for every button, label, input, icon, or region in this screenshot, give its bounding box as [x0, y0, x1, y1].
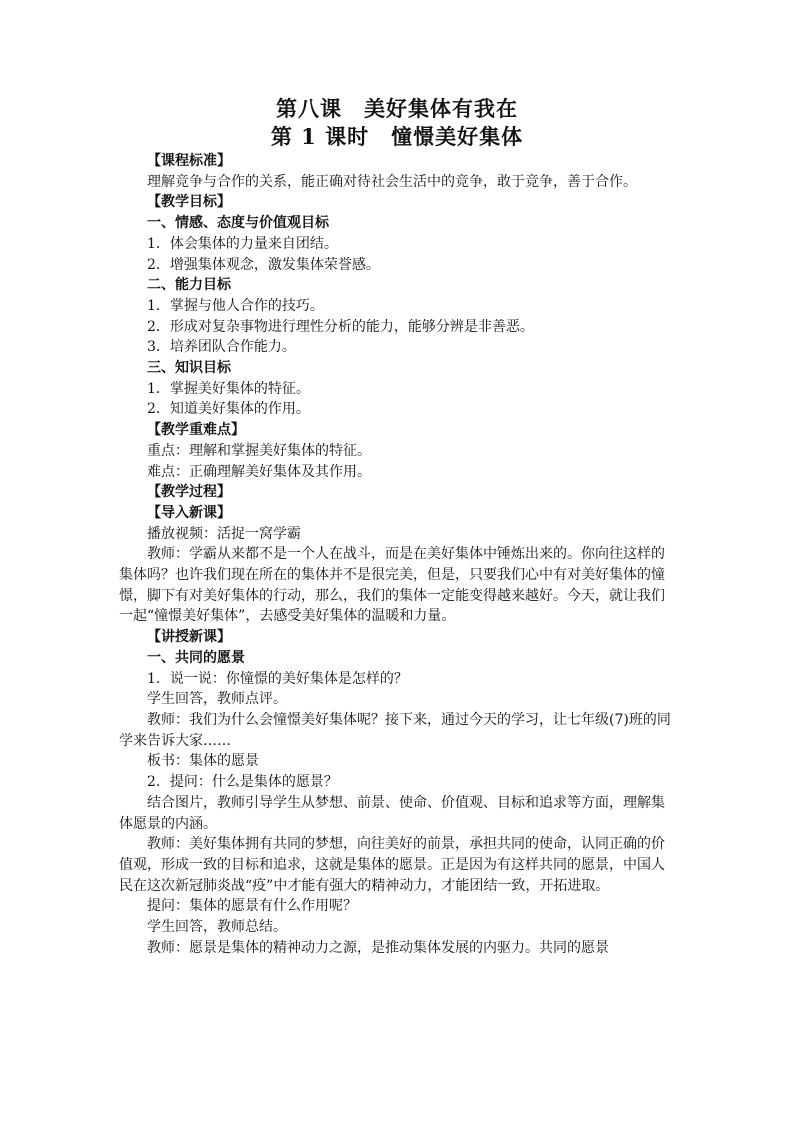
paragraph: 教师：我们为什么会憧憬美好集体呢？接下来，通过今天的学习，让七年级(7)班的同学来告诉大家……	[119, 711, 671, 749]
paragraph: 1．体会集体的力量来自团结。	[147, 235, 338, 252]
section-heading: 【导入新课】	[147, 504, 231, 521]
section-heading: 【讲授新课】	[147, 629, 231, 646]
paragraph: 学生回答，教师总结。	[147, 919, 287, 936]
paragraph: 2．知道美好集体的作用。	[147, 401, 310, 418]
paragraph: 理解竞争与合作的关系，能正确对待社会生活中的竞争，敢于竞争，善于合作。	[147, 173, 637, 190]
paragraph: 3．培养团队合作能力。	[147, 339, 296, 356]
paragraph: 2．提问：什么是集体的愿景？	[147, 774, 338, 791]
paragraph: 播放视频：活捉一窝学霸	[147, 525, 301, 542]
section-heading: 一、情感、态度与价值观目标	[147, 215, 329, 232]
paragraph: 结合图片，教师引导学生从梦想、前景、使命、价值观、目标和追求等方面，理解集体愿景的内涵。	[119, 794, 665, 832]
section-heading: 一、共同的愿景	[147, 649, 245, 666]
lesson-subtitle: 第 1 课时 憧憬美好集体	[270, 124, 524, 149]
lesson-title: 第八课 美好集体有我在	[276, 96, 518, 121]
paragraph: 难点：正确理解美好集体及其作用。	[147, 463, 371, 480]
section-heading: 【教学过程】	[147, 484, 231, 501]
paragraph: 提问：集体的愿景有什么作用呢？	[147, 898, 357, 915]
section-heading: 三、知识目标	[147, 360, 231, 377]
paragraph: 1．掌握美好集体的特征。	[147, 380, 310, 397]
paragraph: 1．说一说：你憧憬的美好集体是怎样的？	[147, 670, 408, 687]
paragraph: 2．增强集体观念，激发集体荣誉感。	[147, 256, 380, 273]
section-heading: 二、能力目标	[147, 277, 231, 294]
paragraph: 重点：理解和掌握美好集体的特征。	[147, 442, 371, 459]
paragraph: 2．形成对复杂事物进行理性分析的能力，能够分辨是非善恶。	[147, 318, 534, 335]
section-heading: 【教学重难点】	[147, 422, 245, 439]
paragraph: 教师：美好集体拥有共同的梦想，向往美好的前景，承担共同的使命，认同正确的价值观，形成一致的目标和追求，这就是集体的愿景。正是因为有这样共同的愿景，中国人民在这次新冠肺炎战“疫”中才能有强大的精神动力，才能团结一致，开拓进取。	[119, 836, 665, 894]
section-heading: 【课程标准】	[147, 153, 231, 169]
paragraph: 教师：愿景是集体的精神动力之源，是推动集体发展的内驱力。共同的愿景	[147, 939, 609, 956]
section-heading: 【教学目标】	[147, 194, 231, 211]
paragraph: 1．掌握与他人合作的技巧。	[147, 297, 324, 314]
paragraph: 学生回答，教师点评。	[147, 691, 287, 708]
paragraph: 教师：学霸从来都不是一个人在战斗，而是在美好集体中锤炼出来的。你向往这样的集体吗？也许我们现在所在的集体并不是很完美，但是，只要我们心中有对美好集体的憧憬，脚下有对美好集体的行动，那么，我们的集体一定能变得越来越好。今天，就让我们一起“憧憬美好集体”，去感受美好集体的温暖和力量。	[119, 546, 665, 625]
paragraph: 板书：集体的愿景	[147, 753, 259, 770]
document-body	[119, 151, 675, 958]
